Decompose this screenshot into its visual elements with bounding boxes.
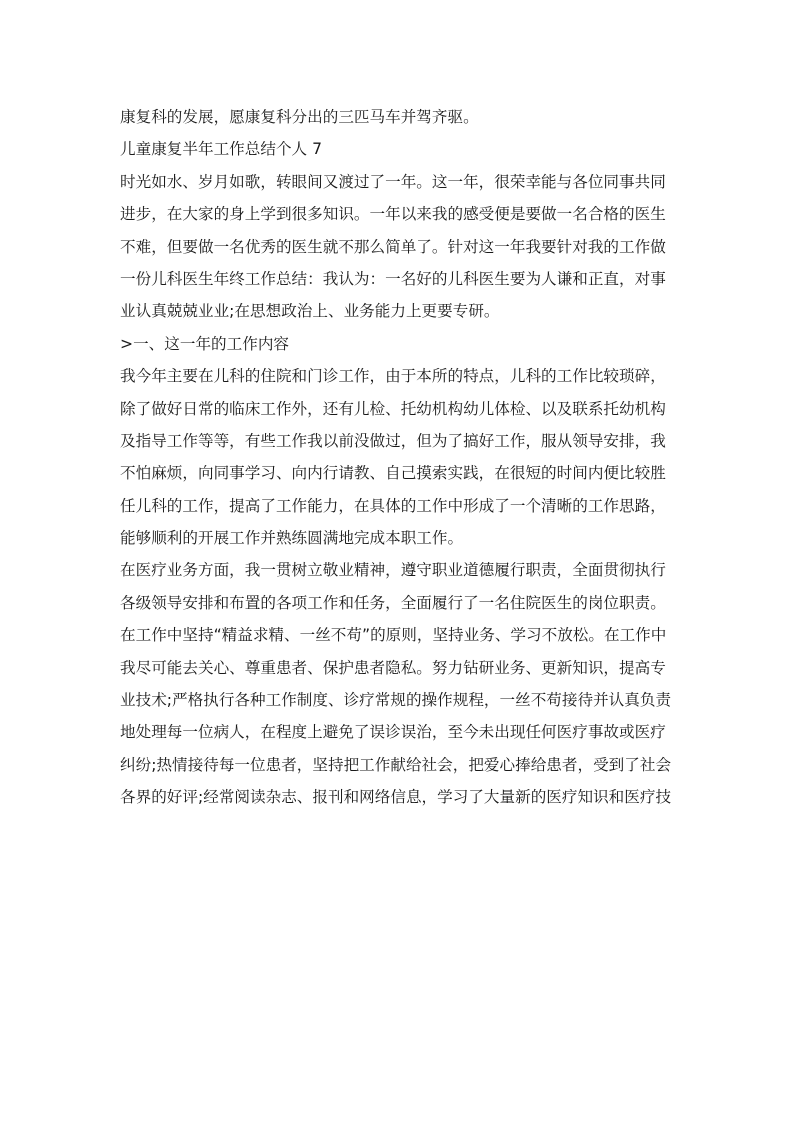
body-text bbox=[120, 101, 680, 814]
text-line: 我今年主要在儿科的住院和门诊工作，由于本所的特点，儿科的工作比较琐碎， bbox=[120, 367, 666, 386]
text-line: 进步，在大家的身上学到很多知识。一年以来我的感受便是要做一名合格的医生 bbox=[120, 205, 666, 224]
text-line: 各级领导安排和布置的各项工作和任务，全面履行了一名住院医生的岗位职责。 bbox=[120, 593, 666, 612]
text-line: 不难，但要做一名优秀的医生就不那么简单了。针对这一年我要针对我的工作做 bbox=[120, 237, 666, 256]
text-line: 时光如水、岁月如歌，转眼间又渡过了一年。这一年，很荣幸能与各位同事共同 bbox=[120, 172, 666, 191]
text-line: 在医疗业务方面，我一贯树立敬业精神，遵守职业道德履行职责，全面贯彻执行 bbox=[120, 561, 666, 580]
section-heading: 儿童康复半年工作总结个人 7 bbox=[120, 140, 323, 159]
text-line: 地处理每一位病人，在程度上避免了误诊误治，至今未出现任何医疗事故或医疗 bbox=[120, 723, 666, 742]
text-line: 除了做好日常的临床工作外，还有儿检、托幼机构幼儿体检、以及联系托幼机构 bbox=[120, 399, 666, 418]
text-line: 不怕麻烦，向同事学习、向内行请教、自己摸索实践，在很短的时间内便比较胜 bbox=[120, 464, 666, 483]
text-line: 一份儿科医生年终工作总结：我认为：一名好的儿科医生要为人谦和正直，对事 bbox=[120, 269, 666, 288]
text-line: 纠纷;热情接待每一位患者，坚持把工作献给社会，把爱心捧给患者，受到了社会 bbox=[120, 755, 672, 774]
text-line: 康复科的发展，愿康复科分出的三匹马车并驾齐驱。 bbox=[120, 108, 479, 126]
text-line: 业认真兢兢业业;在思想政治上、业务能力上更要专研。 bbox=[120, 302, 500, 321]
subsection-heading: >一、这一年的工作内容 bbox=[120, 334, 290, 353]
text-line: 能够顺利的开展工作并熟练圆满地完成本职工作。 bbox=[120, 529, 464, 548]
text-line: 业技术;严格执行各种工作制度、诊疗常规的操作规程，一丝不苟接待并认真负责 bbox=[120, 691, 672, 710]
text-line: 任儿科的工作，提高了工作能力，在具体的工作中形成了一个清晰的工作思路， bbox=[120, 496, 666, 515]
text-line: 各界的好评;经常阅读杂志、报刊和网络信息，学习了大量新的医疗知识和医疗技 bbox=[120, 788, 672, 807]
text-line: 在工作中坚持“精益求精、一丝不苟”的原则，坚持业务、学习不放松。在工作中 bbox=[120, 626, 667, 645]
text-line: 我尽可能去关心、尊重患者、保护患者隐私。努力钻研业务、更新知识，提高专 bbox=[120, 658, 666, 677]
text-line: 及指导工作等等，有些工作我以前没做过，但为了搞好工作，服从领导安排，我 bbox=[120, 431, 666, 450]
